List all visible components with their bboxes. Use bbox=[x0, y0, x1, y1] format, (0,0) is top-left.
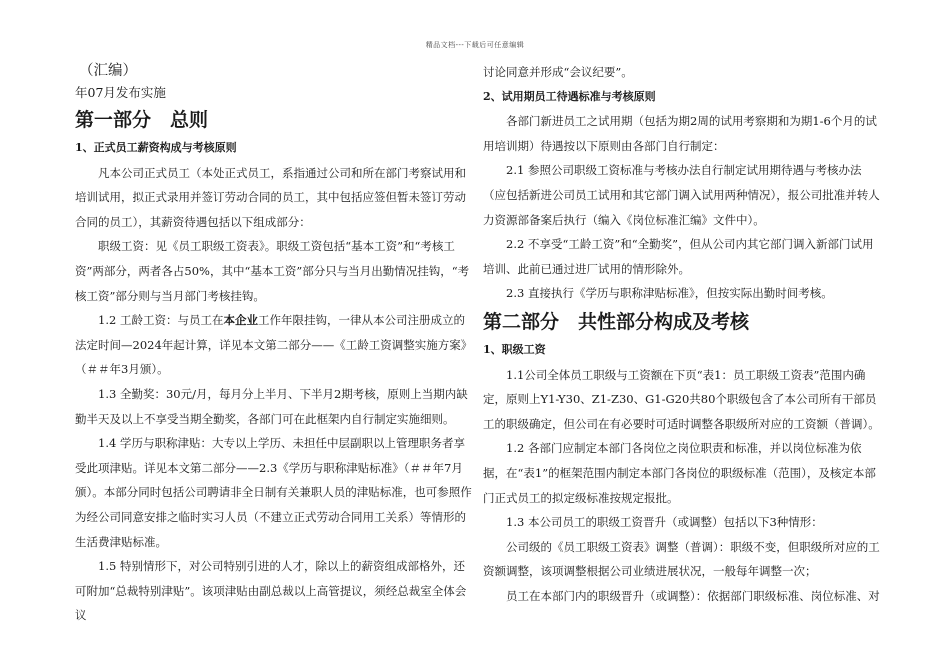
document-title: （汇编） bbox=[79, 63, 137, 79]
paragraph: 讨论同意并形成“会议纪要”。 bbox=[483, 65, 633, 79]
paragraph: 各部门新进员工之试用期（包括为期2周的试用考察期和为期1-6个月的试用培训期）待遇按以下原则由各部门自行制定： bbox=[483, 114, 877, 153]
paragraph: 1.5 特别情形下，对公司特别引进的人才，除以上的薪资组成部格外，还可附加“总裁特别津贴”。该项津贴由副总裁以上高管提议，须经总裁室全体会议 bbox=[75, 559, 467, 623]
paragraph: 1.3 全勤奖：30元/月，每月分上半月、下半月2期考核，原则上当期内缺勤半天及以上不享受当期全勤奖，各部门可在此框架内自行制定实施细则。 bbox=[75, 386, 468, 426]
paragraph: 1.1公司全体员工职级与工资额在下页“表1：员工职级工资表”范围内确定，原则上Y1-Y30、Z1-Z30、G1-G20共80个职级包含了本公司所有干部员工的职级确定，但公司在有必要时可适时调整各职级所对应的工资额（普调）。 bbox=[483, 367, 880, 431]
right-column bbox=[483, 60, 883, 608]
paragraph: 1.4 学历与职称津贴：大专以上学历、未担任中层副职以上管理职务者享受此项津贴。详见本文第二部分——2.3《学历与职称津贴标准》（＃＃年7月颁）。本部分同时包括公司聘请非全日制有关兼职人员的津贴标准，也可参照作为经公司同意安排之临时实习人员（不建立正式劳动合同用工关系）等情形的生活费津贴标准。 bbox=[75, 436, 472, 549]
page-header: 精品文档---下载后可任意编辑 bbox=[425, 41, 525, 49]
bold-text: 本企业 bbox=[223, 313, 258, 328]
paragraph: 职级工资：见《员工职级工资表》。职级工资包括“基本工资”和“考核工资”两部分，两者各占50%，其中“基本工资”部分只与当月出勤情况挂钩，“考核工资”部分则与当月部门考核挂钩。 bbox=[75, 239, 470, 303]
section1-heading: 1、正式员工薪资构成与考核原则 bbox=[75, 141, 237, 154]
paragraph: 公司级的《员工职级工资表》调整（普调）：职级不变，但职级所对应的工资额调整，该项调整根据公司业绩进展状况，一般每年调整一次； bbox=[483, 539, 880, 579]
paragraph: 员工在本部门内的职级晋升（或调整）：依据部门职级标准、岗位标准、对 bbox=[506, 588, 880, 603]
paragraph: 2.3 直接执行《学历与职称津贴标准》，但按实际出勤时间考核。 bbox=[506, 286, 833, 301]
text-run: 工作年限挂钩，一律从本公司注册成立的法定时间—2024年起计算，详见本文第二部分——《工龄工资调整实施方案》（＃＃年3月颁）。 bbox=[75, 313, 473, 377]
part2-heading: 第二部分 共性部分构成及考核 bbox=[483, 310, 750, 333]
paragraph: 凡本公司正式员工（本处正式员工，系指通过公司和所在部门考察试用和培训试用，拟正式录用并签订劳动合同的员工，其中包括应签但暂未签订劳动合同的员工），其薪资待遇包括以下组成部分： bbox=[75, 165, 466, 229]
text-run: 1.2 工龄工资：与员工在 bbox=[98, 313, 224, 328]
paragraph: 2.1 参照公司职级工资标准与考核办法自行制定试用期待遇与考核办法（应包括新进公司员工试用和其它部门调入试用两种情况），报公司批准并转人力资源部备案后执行（编入《岗位标准汇编》文件中）。 bbox=[483, 163, 880, 227]
paragraph: 2.2 不享受“工龄工资”和“全勤奖”，但从公司内其它部门调入新部门试用培训、此前已通过进厂试用的情形除外。 bbox=[483, 237, 874, 276]
section2-heading: 2、试用期员工待遇标准与考核原则 bbox=[483, 89, 656, 103]
paragraph: 1.3 本公司员工的职级工资晋升（或调整）包括以下3种情形： bbox=[506, 515, 823, 530]
paragraph bbox=[75, 308, 475, 382]
publish-date: 年07月发布实施 bbox=[75, 85, 166, 100]
left-column bbox=[75, 60, 475, 628]
part1-heading: 第一部分 总则 bbox=[75, 109, 209, 131]
section3-heading: 1、职级工资 bbox=[483, 342, 546, 356]
paragraph: 1.2 各部门应制定本部门各岗位之岗位职责和标准，并以岗位标准为依据，在“表1”的框架范围内制定本部门各岗位的职级标准（范围），及核定本部门正式员工的拟定级标准按规定报批。 bbox=[483, 441, 876, 505]
